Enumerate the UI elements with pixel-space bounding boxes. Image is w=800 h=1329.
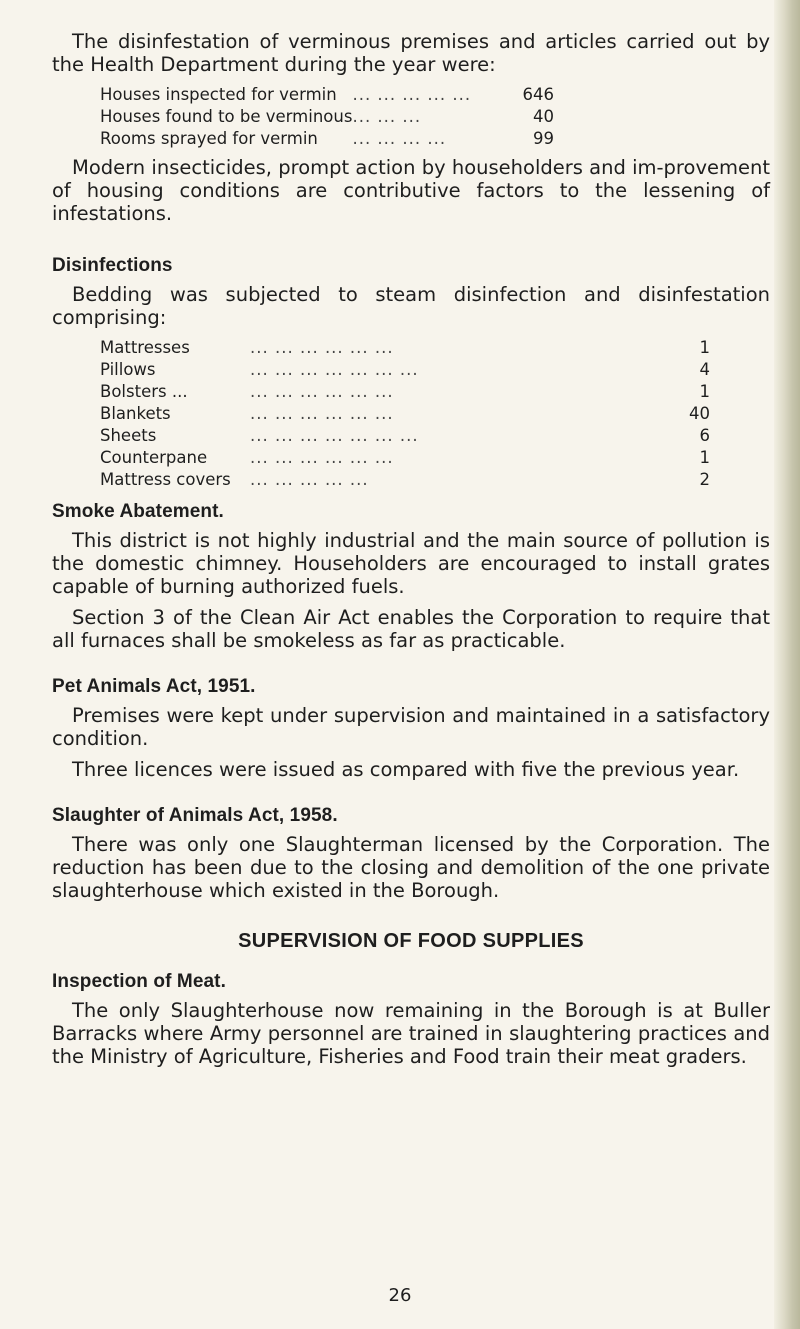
pets-heading: Pet Animals Act, 1951.	[52, 676, 256, 697]
row-label: Pillows	[100, 360, 156, 379]
row-label: Mattresses	[100, 338, 190, 357]
intro-paragraph: The disinfestation of verminous premises and articles carried out by the Health Department during the year were:	[52, 30, 770, 76]
leader-dots: ... ... ... ... ...	[352, 85, 472, 104]
leader-dots: ... ... ... ... ... ... ...	[250, 426, 419, 445]
leader-dots: ... ... ... ... ... ...	[250, 382, 394, 401]
row-label: Houses inspected for vermin	[100, 85, 337, 104]
meat-inspection-paragraph: The only Slaughterhouse now remaining in the Borough is at Buller Barracks where Army personnel are trained in slaughtering practices and the Ministry of Agriculture, Fisheries and Food train their meat graders.	[52, 999, 770, 1068]
smoke-heading: Smoke Abatement.	[52, 501, 224, 522]
row-label: Blankets	[100, 404, 171, 423]
row-label: Houses found to be verminous	[100, 107, 353, 126]
leader-dots: ... ... ... ... ...	[250, 470, 369, 489]
leader-dots: ... ... ... ... ... ...	[250, 404, 394, 423]
table-row	[100, 337, 710, 359]
leader-dots: ... ... ... ... ... ...	[250, 338, 394, 357]
leader-dots: ... ... ... ... ... ... ...	[250, 360, 419, 379]
pets-paragraph-2: Three licences were issued as compared with five the previous year.	[72, 758, 740, 781]
leader-dots: ... ... ... ... ... ...	[250, 448, 394, 467]
row-value: 2	[699, 470, 710, 489]
row-value: 40	[532, 107, 554, 126]
document-body	[52, 30, 770, 1076]
smoke-paragraph-1: This district is not highly industrial and the main source of pollution is the domestic chimney. Householders are encouraged to install grates capable of burning authorized fuels.	[52, 529, 770, 598]
slaughter-paragraph: There was only one Slaughterman licensed by the Corporation. The reduction has been due to the closing and demolition of the one private slaughterhouse which existed in the Borough.	[52, 833, 770, 902]
row-label: Rooms sprayed for vermin	[100, 129, 318, 148]
leader-dots: ... ... ...	[352, 107, 422, 126]
row-value: 1	[699, 338, 710, 357]
meat-inspection-heading: Inspection of Meat.	[52, 971, 226, 992]
row-value: 40	[689, 404, 710, 423]
pets-paragraph-1: Premises were kept under supervision and maintained in a satisfactory condition.	[52, 704, 770, 750]
row-value: 6	[699, 426, 710, 445]
row-value: 99	[532, 129, 554, 148]
disinfections-intro: Bedding was subjected to steam disinfection and disinfestation comprising:	[52, 283, 770, 329]
bedding-table	[100, 337, 710, 491]
page-edge-shadow	[774, 0, 800, 1329]
table-row	[100, 425, 710, 447]
row-label: Sheets	[100, 426, 157, 445]
leader-dots: ... ... ... ...	[352, 129, 447, 148]
row-value: 646	[522, 85, 554, 104]
table-row	[100, 381, 710, 403]
food-supplies-heading: SUPERVISION OF FOOD SUPPLIES	[238, 930, 584, 952]
table-row	[100, 128, 554, 150]
table-row	[100, 359, 710, 381]
table-row	[100, 106, 554, 128]
row-value: 1	[699, 448, 710, 467]
page-number: 26	[388, 1285, 412, 1306]
table-row	[100, 447, 710, 469]
smoke-paragraph-2: Section 3 of the Clean Air Act enables the Corporation to require that all furnaces shall be smokeless as far as practicable.	[52, 606, 770, 652]
row-label: Counterpane	[100, 448, 208, 467]
slaughter-heading: Slaughter of Animals Act, 1958.	[52, 805, 338, 826]
row-value: 1	[699, 382, 710, 401]
table-row	[100, 403, 710, 425]
table-row	[100, 469, 710, 491]
vermin-note-paragraph: Modern insecticides, prompt action by householders and im-provement of housing conditions are contributive factors to the lessening of infestations.	[52, 156, 770, 225]
disinfections-heading: Disinfections	[52, 255, 173, 276]
row-label: Bolsters ...	[100, 382, 188, 401]
row-label: Mattress covers	[100, 470, 231, 489]
row-value: 4	[699, 360, 710, 379]
vermin-table	[100, 84, 554, 150]
table-row	[100, 84, 554, 106]
